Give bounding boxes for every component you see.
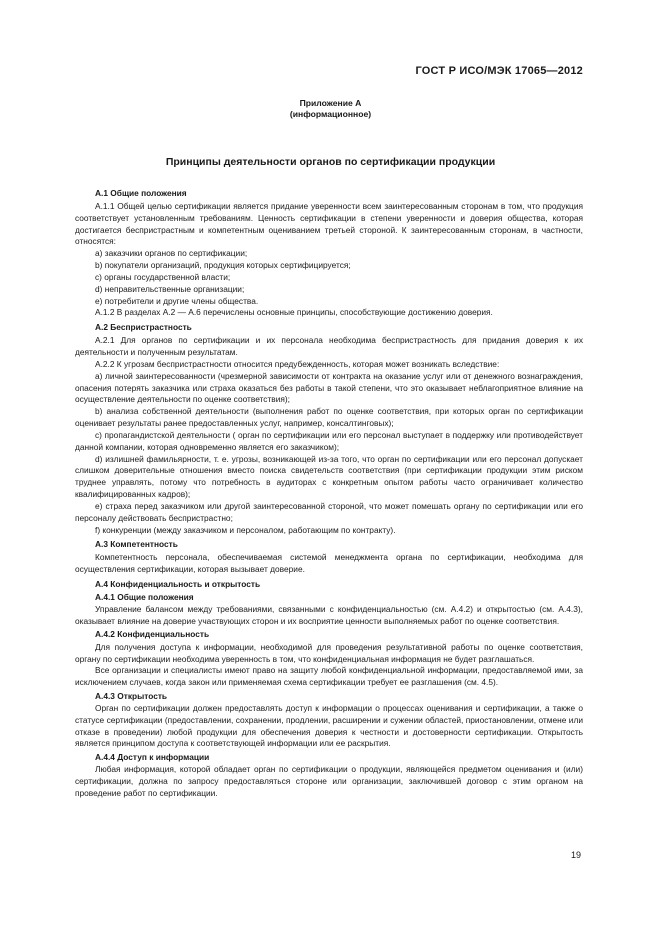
paragraph-a2-1: А.2.1 Для органов по сертификации и их персонала необходима беспристрастность для придания доверия к их деятельности и полученным результатам. [75, 335, 583, 357]
list-item: b) анализа собственной деятельности (выполнения работ по оценке соответствия, при которых орган по сертификации оценивает результаты ранее предоставленных услуг, например, консалтинговых); [75, 406, 583, 429]
list-item: e) потребители и другие члены общества. [95, 295, 259, 306]
list-item: a) личной заинтересованности (чрезмерной зависимости от контракта на оказание услуг или от денежного вознаграждения, опасения потерять заказчика или страха оказаться без работы в такой степени, что это оказывает неблагоприятное влияние на осуществление деятельности по оценке соответствия); [75, 370, 583, 405]
paragraph-a4-3: Орган по сертификации должен предоставлять доступ к информации о процессах оценивания и сертификации, а также о статусе сертификации (предоставлении, сохранении, продлении, расширении и сужении областей, приостановлении, отмене или отказе в проведении) любой продукции для обеспечения доверия к честности и достоверности сертификации. Открытость является принципом доступа к соответствующей информации или ее раскрытия. [75, 702, 583, 749]
list-item: b) покупатели организаций, продукция которых сертифицируется; [95, 260, 351, 271]
list-item: a) заказчики органов по сертификации; [95, 248, 248, 259]
paragraph-a4-2-2: Все организации и специалисты имеют право на защиту любой конфиденциальной информации, предоставляемой ими, за исключением случаев, когда закон или применяемая схема сертификации требует ее разглашения (см. 4.5). [75, 665, 583, 688]
section-heading-a4: А.4 Конфиденциальность и открытость [95, 578, 261, 589]
section-heading-a2: А.2 Беспристрастность [95, 321, 192, 332]
page-number: 19 [570, 850, 581, 860]
list-item: d) излишней фамильярности, т. е. угрозы, возникающей из-за того, что орган по сертификации или его персонал допускает слишком доверительные отношения вместо поиска свидетельств соответствия (при сертификации продукции этим риском труднее управлять, потому что потребность в аудиторах с конкретным опытом работы часто ограничивает количество квалифицированных кадров); [75, 453, 583, 500]
paragraph-a2-2: А.2.2 К угрозам беспристрастности относится предубежденность, которая может возникать вследствие: [95, 358, 500, 369]
appendix-type: (информационное) [289, 109, 372, 119]
list-item: d) неправительственные организации; [95, 283, 245, 294]
section-heading-a1: А.1 Общие положения [95, 187, 187, 198]
standard-code: ГОСТ Р ИСО/МЭК 17065—2012 [415, 65, 583, 77]
section-heading-a3: А.3 Компетентность [95, 538, 178, 549]
paragraph-a1-1: А.1.1 Общей целью сертификации является придание уверенности всем заинтересованным сторонам в том, что продукция соответствует установленным требованиям. Ценность сертификации в степени уверенности и доверия общества, которая достигается беспристрастным и компетентным оцениванием третьей стороной. К заинтересованным сторонам, в частности, относятся: [75, 200, 583, 247]
list-item: c) пропагандистской деятельности ( орган по сертификации или его персонал выступает в поддержку или противодействует данной компании, которая одновременно является его заказчиком); [75, 429, 583, 452]
list-item: f) конкуренции (между заказчиком и персоналом, работающим по контракту). [95, 524, 396, 535]
subsection-heading-a4-2: А.4.2 Конфиденциальность [95, 629, 210, 640]
appendix-heading [0, 98, 661, 120]
paragraph-a4-4: Любая информация, которой обладает орган по сертификации о продукции, являющейся предметом оценивания и (или) сертификации, должна по запросу предоставляться стороне или организации, заключившей договор с этим органом на проведение работ по сертификации. [75, 764, 583, 798]
list-item: e) страха перед заказчиком или другой заинтересованной стороной, что может помешать органу по сертификации или его персоналу действовать беспристрастно; [75, 500, 583, 523]
paragraph-a4-2-1: Для получения доступа к информации, необходимой для проведения результативной работы по оценке соответствия, органу по сертификации необходима уверенность в том, что конфиденциальная информация не будет разглашаться. [75, 641, 583, 664]
document-title: Принципы деятельности органов по сертификации продукции [165, 156, 496, 168]
appendix-title: Приложение А [299, 98, 362, 108]
subsection-heading-a4-1: А.4.1 Общие положения [95, 591, 194, 602]
document-body [75, 185, 583, 800]
paragraph-a1-2: А.1.2 В разделах А.2 — А.6 перечислены основные принципы, способствующие достижению доверия. [95, 307, 493, 318]
subsection-heading-a4-4: А.4.4 Доступ к информации [95, 751, 210, 762]
paragraph-a3-1: Компетентность персонала, обеспечиваемая системой менеджмента органа по сертификации, необходима для осуществления сертификации, которая вызывает доверие. [75, 552, 583, 575]
paragraph-a4-1: Управление балансом между требованиями, связанными с конфиденциальностью (см. А.4.2) и открытостью (см. А.4.3), оказывает влияние на доверие участвующих сторон и их восприятие ценности выполняемых работ по оценке соответствия. [75, 604, 583, 627]
list-item: c) органы государственной власти; [95, 271, 231, 282]
subsection-heading-a4-3: А.4.3 Открытость [95, 690, 168, 701]
